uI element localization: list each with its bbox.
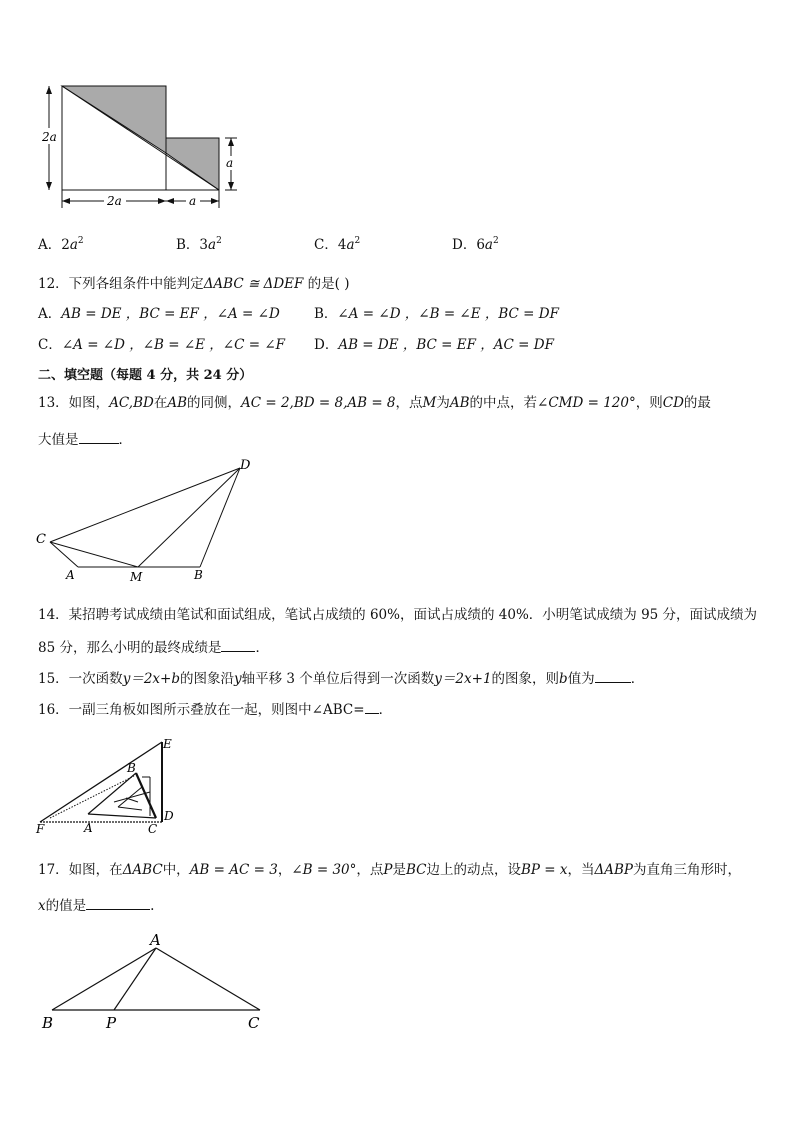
q12-option-d: D．AB = DE ，BC = EF ，AC = DF xyxy=(314,337,554,353)
point-label-d: D xyxy=(164,809,174,823)
answer-blank[interactable] xyxy=(221,637,255,652)
q11-option-b: B．$3a^2$ xyxy=(176,236,222,253)
section-title: 二、填空题（每题 4 分，共 24 分） xyxy=(38,368,253,383)
q11-figure xyxy=(38,80,248,210)
point-label-c: C xyxy=(248,1014,260,1032)
fig11-label-a-right: a xyxy=(226,156,234,170)
fig11-label-2a-bottom: 2a xyxy=(107,194,122,208)
point-label-p: P xyxy=(106,1014,117,1032)
q12-option-c: C．∠A = ∠D ，∠B = ∠E ，∠C = ∠F xyxy=(38,337,286,353)
option-letter: A． xyxy=(38,237,62,253)
answer-blank[interactable] xyxy=(595,668,631,683)
point-label-c: C xyxy=(36,532,46,547)
q17-figure xyxy=(36,930,276,1035)
answer-blank[interactable] xyxy=(86,895,150,910)
q17-stem-line1: 17．如图，在ΔABC中，AB = AC = 3，∠B = 30°，点P是BC边上的动点，设BP = x，当ΔABP为直角三角形时， xyxy=(38,862,742,878)
point-label-b: B xyxy=(42,1014,54,1032)
point-label-a: A xyxy=(150,931,161,949)
q15-stem: 15．一次函数y＝2x+b的图象沿y轴平移 3 个单位后得到一次函数y＝2x+1的图象，则b值为 ． xyxy=(38,667,644,687)
q12-stem: 12．下列各组条件中能判定ΔABC ≅ ΔDEF 的是( ) xyxy=(38,276,350,292)
point-label-a: A xyxy=(66,568,75,582)
point-label-f: F xyxy=(36,822,45,836)
q13-stem-line2: 大值是 ． xyxy=(38,428,132,448)
shaded-region-small xyxy=(166,138,219,190)
answer-blank[interactable] xyxy=(365,699,379,714)
q17-stem-line2: x的值是 . xyxy=(38,894,154,914)
q13-stem-line1: 13．如图，AC,BD在AB的同侧，AC = 2,BD = 8,AB = 8，点M为AB的中点，若∠CMD = 120°，则CD的最 xyxy=(38,395,711,411)
q11-option-d: D．$6a^2$ xyxy=(452,236,499,253)
q16-stem: 16．一副三角板如图所示叠放在一起，则图中∠ABC= ． xyxy=(38,698,392,718)
option-letter: B． xyxy=(176,237,200,253)
point-label-a: A xyxy=(84,821,93,835)
q13-figure xyxy=(30,455,260,585)
q14-stem-line2: 85 分，那么小明的最终成绩是 ． xyxy=(38,636,269,656)
point-label-c: C xyxy=(148,822,158,836)
q14-stem-line1: 14．某招聘考试成绩由笔试和面试组成，笔试占成绩的 60%，面试占成绩的 40%．小明笔试成绩为 95 分，面试成绩为 xyxy=(38,607,758,623)
q11-option-a: A．$2a^2$ xyxy=(38,236,84,253)
point-label-e: E xyxy=(163,737,172,751)
point-label-b: B xyxy=(127,761,136,775)
point-label-d: D xyxy=(240,458,251,473)
fig11-label-a-bottom: a xyxy=(189,194,197,208)
option-letter: D． xyxy=(452,237,477,253)
q16-figure xyxy=(30,732,190,842)
point-label-b: B xyxy=(194,568,203,582)
fig11-label-2a-left: 2a xyxy=(42,130,57,144)
q11-option-c: C．$4a^2$ xyxy=(314,236,361,253)
option-letter: C． xyxy=(314,237,338,253)
q12-option-a: A．AB = DE ，BC = EF ，∠A = ∠D xyxy=(38,306,280,322)
answer-blank[interactable] xyxy=(79,429,119,444)
q12-option-b: B．∠A = ∠D ，∠B = ∠E ，BC = DF xyxy=(314,306,559,322)
point-label-m: M xyxy=(130,570,143,584)
